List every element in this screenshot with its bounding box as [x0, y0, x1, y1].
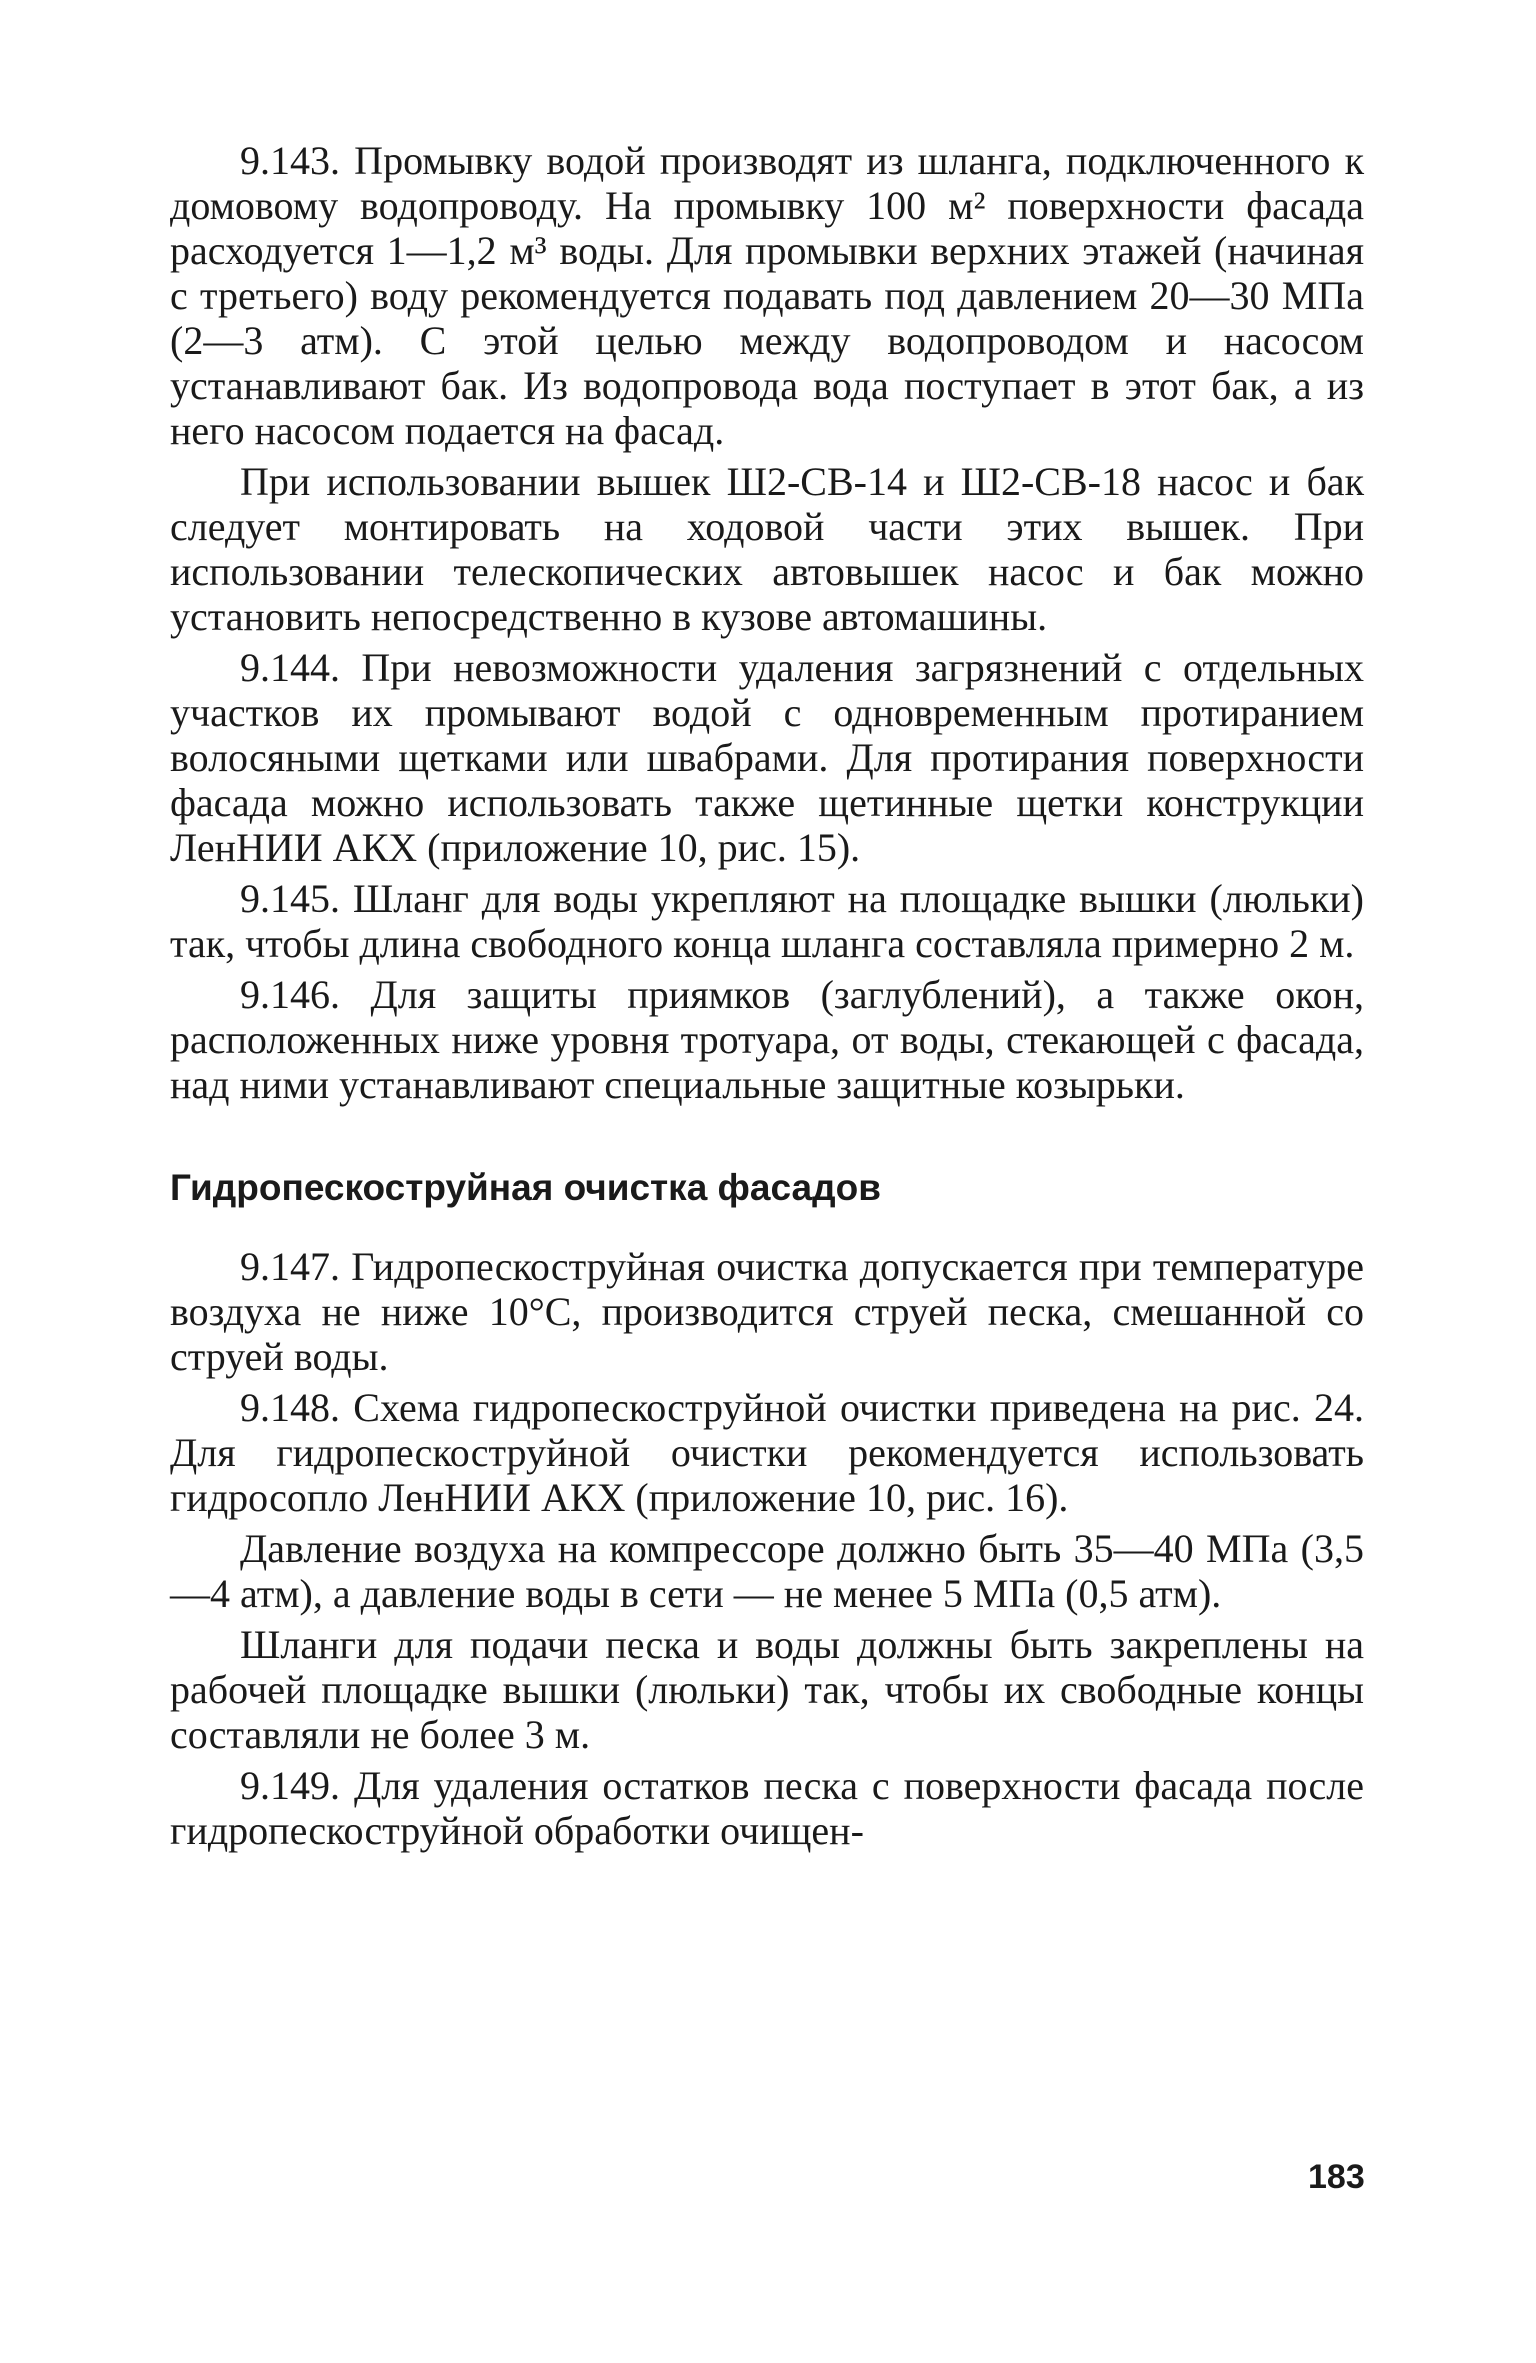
- paragraph-9-146: 9.146. Для защиты приямков (заглублений), а также окон, расположенных ниже уровня тротуара, от воды, стекающей с фасада, над ними устанавливают специальные защитные козырьки.: [170, 972, 1364, 1107]
- paragraph-9-149: 9.149. Для удаления остатков песка с поверхности фасада после гидропескоструйной обработки очищен-: [170, 1763, 1364, 1853]
- paragraph-9-143: 9.143. Промывку водой производят из шланга, подключенного к домовому водопроводу. На промывку 100 м² поверхности фасада расходуется 1—1,2 м³ воды. Для промывки верхних этажей (начиная с третьего) воду рекомендуется подавать под давлением 20—30 МПа (2—3 атм). С этой целью между водопроводом и насосом устанавливают бак. Из водопровода вода поступает в этот бак, а из него насосом подается на фасад.: [170, 138, 1364, 453]
- paragraph-9-148: 9.148. Схема гидропескоструйной очистки приведена на рис. 24. Для гидропескоструйной очистки рекомендуется использовать гидросопло ЛенНИИ АКХ (приложение 10, рис. 16).: [170, 1385, 1364, 1520]
- paragraph-9-144: 9.144. При невозможности удаления загрязнений с отдельных участков их промывают водой с одновременным протиранием волосяными щетками или швабрами. Для протирания поверхности фасада можно использовать также щетинные щетки конструкции ЛенНИИ АКХ (приложение 10, рис. 15).: [170, 645, 1364, 870]
- section-heading: Гидропескоструйная очистка фасадов: [170, 1167, 881, 1208]
- paragraph-9-145: 9.145. Шланг для воды укрепляют на площадке вышки (люльки) так, чтобы длина свободного конца шланга составляла примерно 2 м.: [170, 876, 1364, 966]
- paragraph-hoses: Шланги для подачи песка и воды должны быть закреплены на рабочей площадке вышки (люльки) так, чтобы их свободные концы составляли не более 3 м.: [170, 1622, 1364, 1757]
- page-body: [170, 138, 1364, 1859]
- page-number: 183: [1308, 2158, 1365, 2196]
- paragraph-9-147: 9.147. Гидропескоструйная очистка допускается при температуре воздуха не ниже 10°С, производится струей песка, смешанной со струей воды.: [170, 1244, 1364, 1379]
- paragraph-air-pressure: Давление воздуха на компрессоре должно быть 35—40 МПа (3,5—4 атм), а давление воды в сети — не менее 5 МПа (0,5 атм).: [170, 1526, 1364, 1616]
- paragraph-towers-pump: При использовании вышек Ш2-СВ-14 и Ш2-СВ-18 насос и бак следует монтировать на ходовой части этих вышек. При использовании телескопических автовышек насос и бак можно установить непосредственно в кузове автомашины.: [170, 459, 1364, 639]
